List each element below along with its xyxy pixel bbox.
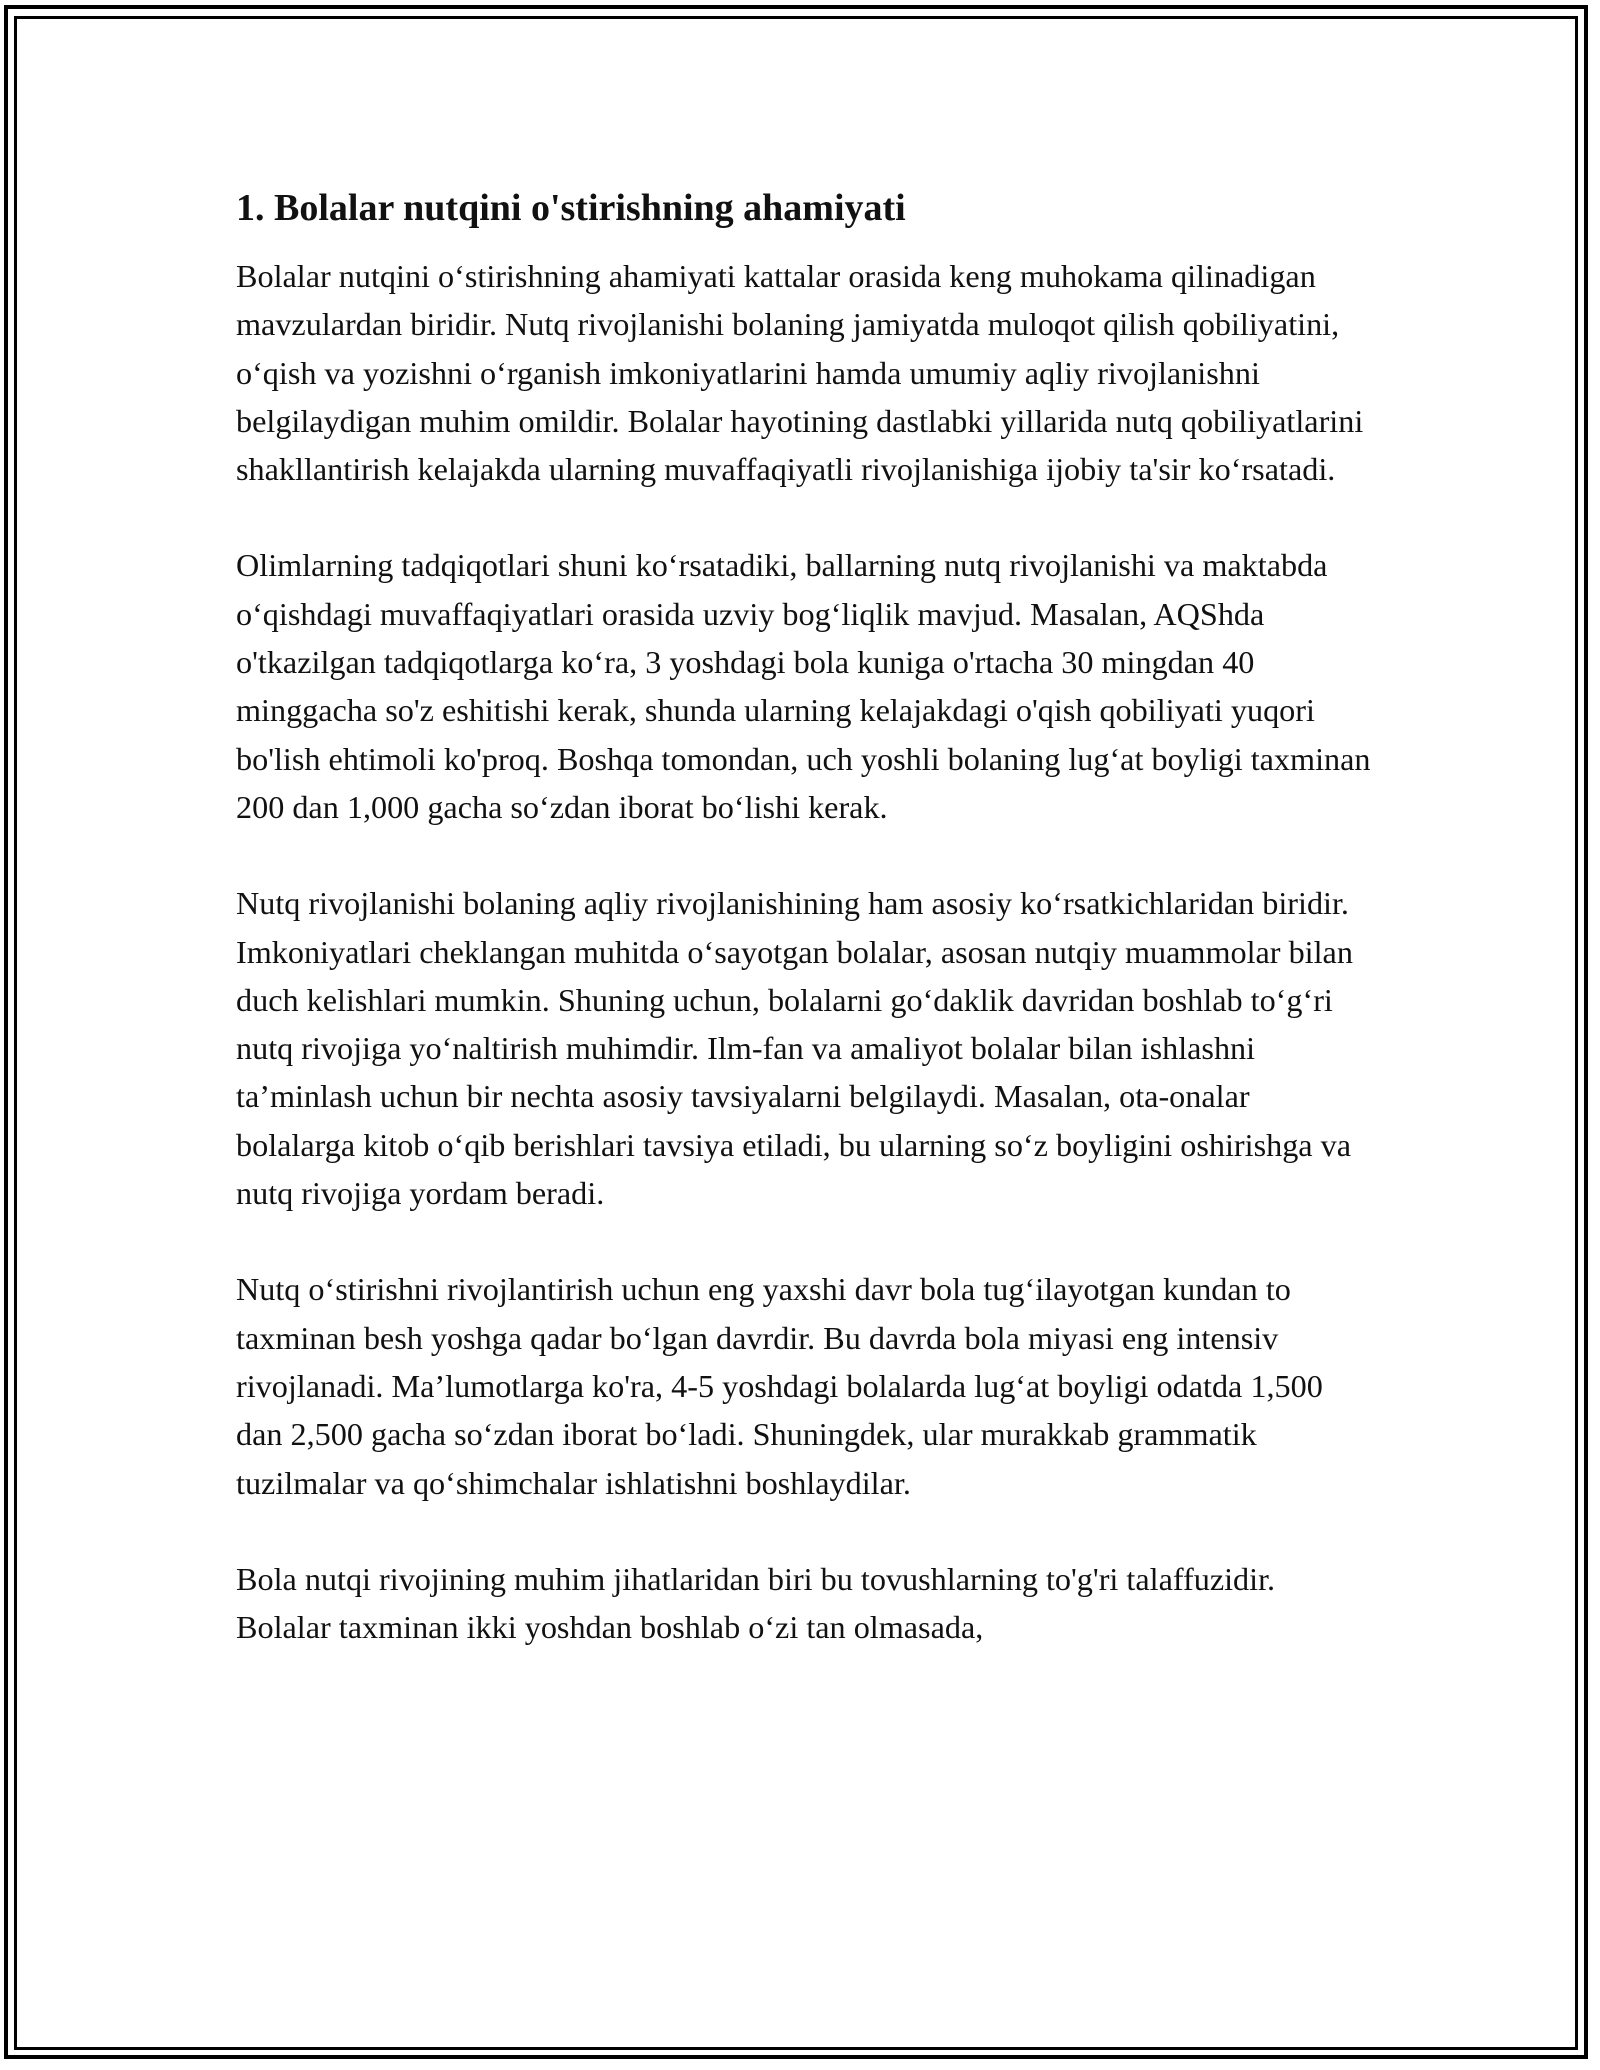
paragraph-importance: Bolalar nutqini o‘stirishning ahamiyati kattalar orasida keng muhokama qilinadigan mavzulardan biridir. Nutq rivojlanishi bolaning jamiyatda muloqot qilish qobiliyatini, o‘qish va yozishni o‘rganish imkoniyatlarini hamda umumiy aqliy rivojlanishni belgilaydigan muhim omildir. Bolalar hayotining dastlabki yillarida nutq qobiliyatlarini shakllantirish kelajakda ularning muvaffaqiyatli rivojlanishiga ijobiy ta'sir ko‘rsatadi. — [236, 258, 1364, 488]
paragraph-research: Olimlarning tadqiqotlari shuni ko‘rsatadiki, ballarning nutq rivojlanishi va maktabda o‘qishdagi muvaffaqiyatlari orasida uzviy bog‘liqlik mavjud. Masalan, AQShda o'tkazilgan tadqiqotlarga ko‘ra, 3 yoshdagi bola kuniga o'rtacha 30 mingdan 40 minggacha so'z eshitishi kerak, shunda ularning kelajakdagi o'qish qobiliyati yuqori bo'lish ehtimoli ko'proq. Boshqa tomondan, uch yoshli bolaning lug‘at boyligi taxminan 200 dan 1,000 gacha so‘zdan iborat bo‘lishi kerak. — [236, 547, 1371, 825]
paragraph-pronunciation: Bola nutqi rivojining muhim jihatlaridan biri bu tovushlarning to'g'ri talaffuzidir. Bolalar taxminan ikki yoshdan boshlab o‘zi tan olmasada, — [236, 1560, 1276, 1646]
paragraph-best-period: Nutq o‘stirishni rivojlantirish uchun eng yaxshi davr bola tug‘ilayotgan kundan to taxminan besh yoshga qadar bo‘lgan davrdir. Bu davrda bola miyasi eng intensiv rivojlanadi. Ma’lumotlarga ko'ra, 4-5 yoshdagi bolalarda lug‘at boyligi odatda 1,500 dan 2,500 gacha so‘zdan iborat bo‘ladi. Shuningdek, ular murakkab grammatik tuzilmalar va qo‘shimchalar ishlatishni boshlaydilar. — [236, 1271, 1323, 1501]
document-body — [236, 184, 1376, 1699]
section-heading: 1. Bolalar nutqini o'stirishning ahamiyati — [236, 187, 906, 229]
paragraph-mental-development: Nutq rivojlanishi bolaning aqliy rivojlanishining ham asosiy ko‘rsatkichlaridan biridir. Imkoniyatlari cheklangan muhitda o‘sayotgan bolalar, asosan nutqiy muammolar bilan duch kelishlari mumkin. Shuning uchun, bolalarni go‘daklik davridan boshlab to‘g‘ri nutq rivojiga yo‘naltirish muhimdir. Ilm-fan va amaliyot bolalar bilan ishlashni ta’minlash uchun bir nechta asosiy tavsiyalarni belgilaydi. Masalan, ota-onalar bolalarga kitob o‘qib berishlari tavsiya etiladi, bu ularning so‘z boyligini oshirishga va nutq rivojiga yordam beradi. — [236, 885, 1353, 1212]
